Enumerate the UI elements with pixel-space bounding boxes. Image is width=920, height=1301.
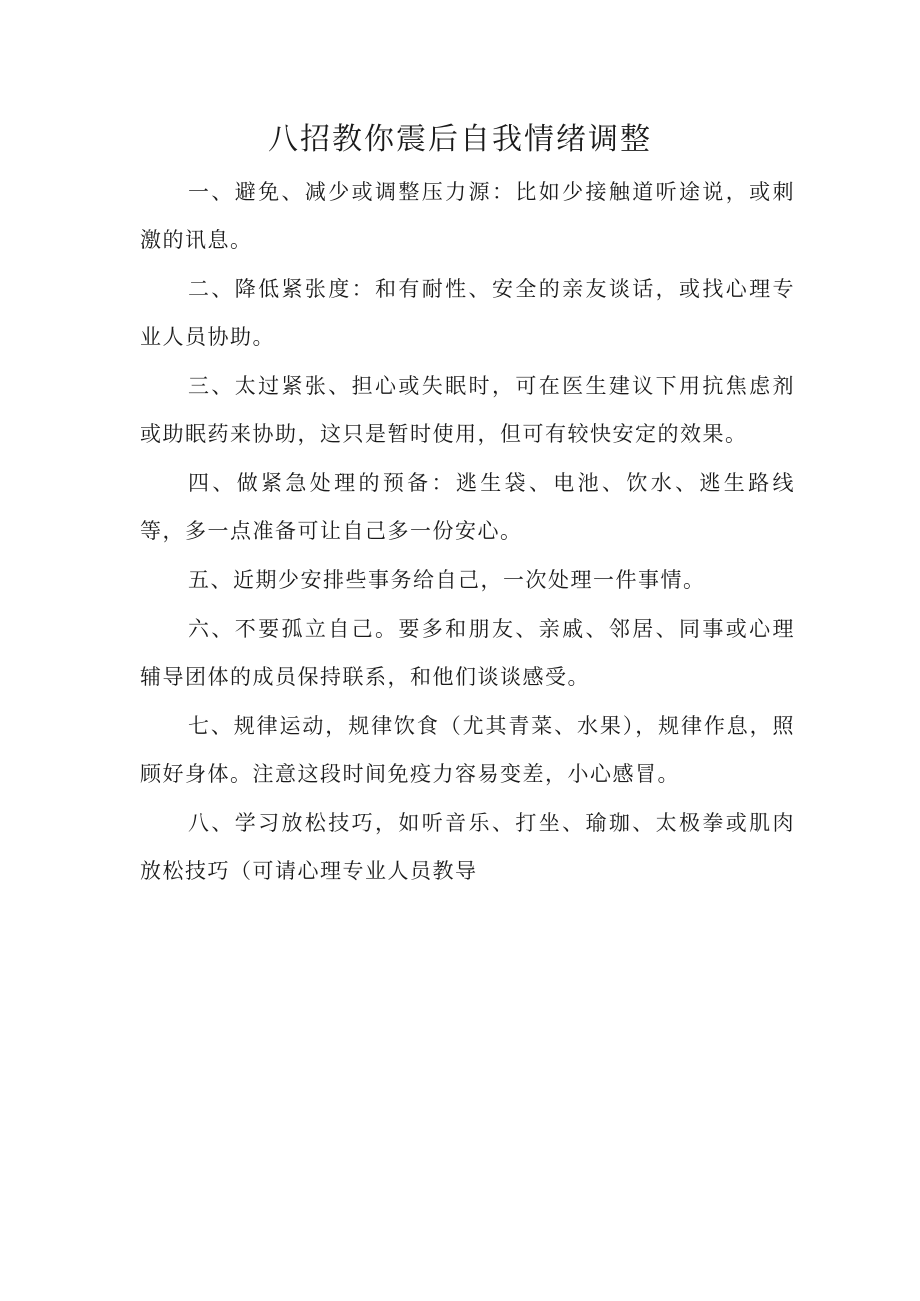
paragraph-6: 六、不要孤立自己。要多和朋友、亲戚、邻居、同事或心理辅导团体的成员保持联系，和他们谈谈感受。 — [140, 617, 795, 689]
paragraph-2: 二、降低紧张度：和有耐性、安全的亲友谈话，或找心理专业人员协助。 — [140, 277, 795, 349]
document-title: 八招教你震后自我情绪调整 — [268, 122, 652, 157]
paragraph-1: 一、避免、减少或调整压力源：比如少接触道听途说，或刺激的讯息。 — [140, 180, 795, 252]
paragraph-5: 五、近期少安排些事务给自己，一次处理一件事情。 — [188, 568, 706, 592]
paragraph-7: 七、规律运动，规律饮食（尤其青菜、水果），规律作息，照顾好身体。注意这段时间免疫力容易变差，小心感冒。 — [140, 714, 795, 786]
paragraph-8: 八、学习放松技巧，如听音乐、打坐、瑜珈、太极拳或肌肉放松技巧（可请心理专业人员教导 — [140, 811, 795, 883]
paragraph-4: 四、做紧急处理的预备：逃生袋、电池、饮水、逃生路线等，多一点准备可让自己多一份安心。 — [140, 471, 795, 543]
paragraph-3: 三、太过紧张、担心或失眠时，可在医生建议下用抗焦虑剂或助眠药来协助，这只是暂时使用，但可有较快安定的效果。 — [140, 374, 795, 446]
document-body — [140, 168, 795, 896]
